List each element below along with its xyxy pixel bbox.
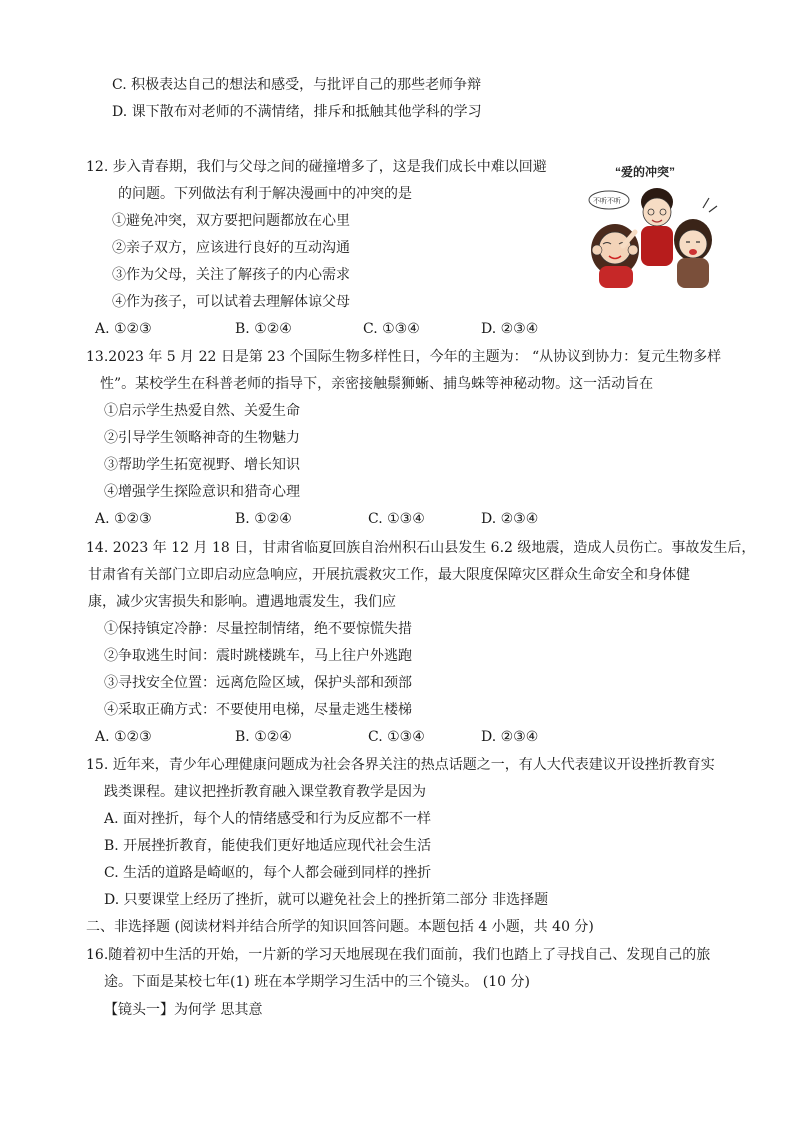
q13-stem-line1: 13.2023 年 5 月 22 日是第 23 个国际生物多样性日，今年的主题为： “从协议到协力：复元生物多样 [86, 349, 722, 365]
q14-stem-line3: 康，减少灾害损失和影响。遭遇地震发生，我们应 [88, 594, 396, 610]
q15-option-a: A. 面对挫折，每个人的情绪感受和行为反应都不一样 [104, 811, 432, 827]
q14-stem-line1: 14. 2023 年 12 月 18 日，甘肃省临夏回族自治州积石山县发生 6.2 级地震，造成人员伤亡。事故发生后， [86, 540, 756, 556]
q12-option-c: C. ①③④ [363, 321, 420, 337]
q13-option-b: B. ①②④ [235, 511, 292, 527]
q12-item-3: ③作为父母，关注了解孩子的内心需求 [112, 267, 350, 283]
q14-option-d: D. ②③④ [481, 729, 539, 745]
q12-option-b: B. ①②④ [235, 321, 292, 337]
section-2-heading: 二、非选择题 (阅读材料并结合所学的知识回答问题。本题包括 4 小题，共 40 分) [86, 919, 594, 935]
q14-item-4: ④采取正确方式：不要使用电梯，尽量走逃生楼梯 [104, 702, 412, 718]
q16-scene-1-heading: 【镜头一】为何学 思其意 [104, 1002, 263, 1018]
q12-option-a: A. ①②③ [95, 321, 152, 337]
conflict-cartoon-illustration [585, 160, 720, 290]
q15-stem-line2: 践类课程。建议把挫折教育融入课堂教育教学是因为 [104, 784, 426, 800]
q12-stem-line1: 12. 步入青春期，我们与父母之间的碰撞增多了，这是我们成长中难以回避 [86, 159, 547, 175]
q15-option-c: C. 生活的道路是崎岖的，每个人都会碰到同样的挫折 [104, 865, 432, 881]
q12-option-d: D. ②③④ [481, 321, 539, 337]
q14-stem-line2: 甘肃省有关部门立即启动应急响应，开展抗震救灾工作，最大限度保障灾区群众生命安全和身体健 [88, 567, 690, 583]
q15-option-d: D. 只要课堂上经历了挫折，就可以避免社会上的挫折第二部分 非选择题 [104, 892, 549, 908]
cartoon-bubble-text: 不听不听 [593, 198, 621, 205]
q11-option-d: D. 课下散布对老师的不满情绪，排斥和抵触其他学科的学习 [112, 104, 482, 120]
q13-option-a: A. ①②③ [95, 511, 152, 527]
q14-option-b: B. ①②④ [235, 729, 292, 745]
q13-option-c: C. ①③④ [368, 511, 425, 527]
cartoon-title: “爱的冲突” [615, 165, 676, 179]
q13-item-3: ③帮助学生拓宽视野、增长知识 [104, 457, 300, 473]
q16-stem-line2: 途。下面是某校七年(1) 班在本学期学习生活中的三个镜头。 (10 分) [104, 974, 530, 990]
q13-stem-line2: 性”。某校学生在科普老师的指导下，亲密接触鬃狮蜥、捕鸟蛛等神秘动物。这一活动旨在 [100, 376, 654, 392]
q15-stem-line1: 15. 近年来，青少年心理健康问题成为社会各界关注的热点话题之一，有人大代表建议开设挫折教育实 [86, 757, 715, 773]
q16-stem-line1: 16.随着初中生活的开始，一片新的学习天地展现在我们面前，我们也踏上了寻找自己、发现自己的旅 [86, 947, 711, 963]
q12-item-2: ②亲子双方，应该进行良好的互动沟通 [112, 240, 350, 256]
q15-option-b: B. 开展挫折教育，能使我们更好地适应现代社会生活 [104, 838, 432, 854]
q14-option-c: C. ①③④ [368, 729, 425, 745]
q13-item-1: ①启示学生热爱自然、关爱生命 [104, 403, 300, 419]
q12-item-1: ①避免冲突，双方要把问题都放在心里 [112, 213, 350, 229]
q12-item-4: ④作为孩子，可以试着去理解体谅父母 [112, 294, 350, 310]
q14-item-1: ①保持镇定冷静：尽量控制情绪，绝不要惊慌失措 [104, 621, 412, 637]
q11-option-c: C. 积极表达自己的想法和感受，与批评自己的那些老师争辩 [112, 77, 482, 93]
q14-options [95, 727, 615, 747]
q13-item-4: ④增强学生探险意识和猎奇心理 [104, 484, 300, 500]
q14-item-2: ②争取逃生时间：震时跳楼跳车，马上往户外逃跑 [104, 648, 412, 664]
q14-option-a: A. ①②③ [95, 729, 152, 745]
q12-stem-line2: 的问题。下列做法有利于解决漫画中的冲突的是 [118, 186, 412, 202]
q12-options [95, 319, 615, 339]
q13-item-2: ②引导学生领略神奇的生物魅力 [104, 430, 300, 446]
q13-options [95, 509, 615, 529]
q13-option-d: D. ②③④ [481, 511, 539, 527]
q14-item-3: ③寻找安全位置：远离危险区域，保护头部和颈部 [104, 675, 412, 691]
